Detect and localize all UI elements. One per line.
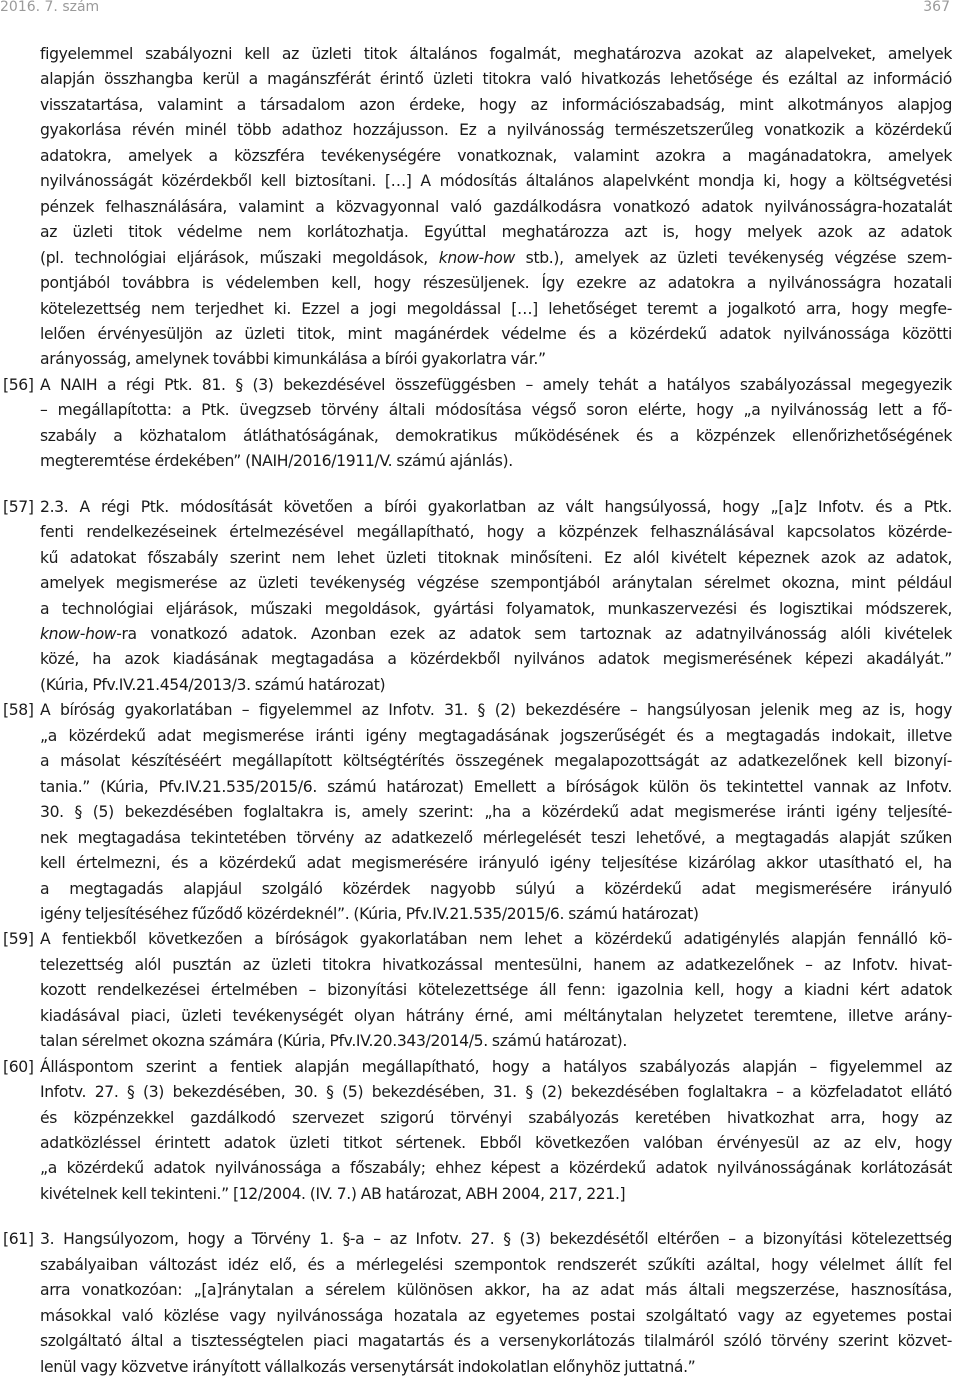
- text-line: Álláspontom szerint a fentiek alapján megállapítható, hogy a hatályos szabályozás alapján – figyelemmel az: [40, 1057, 952, 1076]
- text-line: szabály a közhatalom átláthatóságának, demokratikus működésének és a közpénzek ellenőrizhetőségének: [40, 426, 952, 445]
- text-line: (pl. technológiai eljárások, műszaki megoldások, know-how stb.), amelyek az üzleti tevékenység végzése szem-: [40, 248, 952, 267]
- text-line: a másolat készítéséért megállapított költségtérítés összegének megalapozottságát az adatkezelőnek kell bizonyí-: [40, 752, 952, 771]
- text-line: szolgáltató által a tisztességtelen piaci magatartás és a versenykorlátozás tilalmáról szóló törvény szerint közvet-: [40, 1332, 952, 1351]
- paragraph-58: [0, 698, 960, 927]
- text-line: és közpénzekkel gazdálkodó szervezet szigorú törvényi szabályozás keretében hivatkozhat arra, hogy az: [40, 1108, 952, 1127]
- paragraph-number: [61]: [3, 1230, 34, 1249]
- text-line: figyelemmel szabályozni kell az üzleti titok általános fogalmát, meghatározva azokat az alapelveket, amelyek: [40, 45, 952, 63]
- text-line: kell értelmezni, és a közérdekű adat megismerésére irányuló igény teljesítése kizárólag akkor utasítható el, ha: [40, 854, 952, 873]
- text-line: megteremtése érdekében” (NAIH/2016/1911/V. számú ajánlás).: [40, 452, 513, 471]
- paragraph-number: [59]: [3, 930, 34, 949]
- paragraph-57: [0, 495, 960, 699]
- text-line: a technológiai eljárások, műszaki megoldások, gyártási folyamatok, munkaszervezési és logisztikai módszerek,: [40, 599, 952, 618]
- text-line: adatközléssel érintett adatok üzleti titkot sértenek. Ebből következően valóban érvényesül az az elv, hogy: [40, 1134, 952, 1153]
- text-line: 30. § (5) bekezdésében foglaltakra is, amely szerint: „ha a közérdekű adat megismerése iránti igény teljesíté-: [40, 803, 952, 822]
- text-line: telezettség alól pusztán az üzleti titokra hivatkozással mentesülni, hanem az adatkezelőnek – az Infotv. hivat-: [40, 955, 952, 974]
- text-line: know-how-ra vonatkozó adatok. Azonban ezek az adatok sem tartoznak az adatnyilvánosság alóli kivételek: [40, 624, 952, 643]
- paragraph-number: [56]: [3, 375, 34, 394]
- page-header: [0, 0, 960, 20]
- text-line: a megtagadás alapjául szolgáló közérdek nagyobb súlyú a közérdekű adat megismerésére irányuló: [40, 879, 952, 898]
- text-line: igény teljesítéséhez fűződő közérdeknél”. (Kúria, Pfv.IV.21.535/2015/6. számú határozat): [40, 904, 699, 923]
- text-line: A NAIH a régi Ptk. 81. § (3) bekezdésével összefüggésben – amely tehát a hatályos szabályozással megegyezik: [40, 375, 952, 394]
- text-line: 2.3. A régi Ptk. módosítását követően a bírói gyakorlatban az vált hangsúlyossá, hogy „[a]z Infotv. és a Ptk.: [40, 497, 952, 516]
- text-line: lenül vagy közvetve irányított vállalkozás versenytársát indokolatlan előnyhöz juttatná.”: [40, 1357, 696, 1376]
- text-line: kötelezettség nem terjedhet ki. Ezzel a jogi megoldással […] lehetőséget teremt a jogalkotó arra, hogy megfe-: [40, 299, 952, 318]
- text-line: Infotv. 27. § (3) bekezdésében, 30. § (5) bekezdésében, 31. § (2) bekezdésében foglaltakra – a közfeladatot ellátó: [40, 1083, 952, 1102]
- text-line: kű adatokat főszabály szerint nem lehet üzleti titoknak minősíteni. Ez alól kivételt képeznek azok az adatok,: [40, 548, 952, 567]
- paragraph-number: [58]: [3, 701, 34, 720]
- text-line: nek megtagadása tekintetében törvény az adatkezelő mérlegelését teszi lehetővé, a megtagadás alapját szűken: [40, 828, 952, 847]
- text-line: alapján összhangba kerül a magánszférát érintő üzleti titokra való hivatkozás lehetősége és ezáltal az információ: [40, 70, 952, 89]
- text-line: amelyek megismerése az üzleti tevékenység végzése szempontjából aránytalan sérelmet okozna, mint például: [40, 574, 952, 593]
- text-line: nyilvánosságát közérdekből kell biztosítani. […] A módosítás általános alapelvként mondja ki, hogy a költségvetési: [40, 172, 952, 191]
- text-line: lelően érvényesüljön az üzleti titok, mint magánérdek védelme és a közérdekű adatok nyilvánossága közötti: [40, 324, 952, 343]
- paragraph-60: [0, 1055, 960, 1208]
- text-line: másokkal való közlése vagy nyilvánossága hozatala az egyetemes postai szolgáltató vagy az egyetemes postai: [40, 1306, 952, 1325]
- text-line: talan sérelmet okozna számára (Kúria, Pfv.IV.20.343/2014/5. számú határozat).: [40, 1032, 627, 1051]
- text-line: pénzek felhasználására, valamint a közvagyonnal való gazdálkodásra vonatkozó adatok nyilvánosságra-hozatalát: [40, 197, 952, 216]
- document-body: [0, 42, 960, 1380]
- text-line: kiadásával piaci, üzleti tevékenységét olyan hátrány érné, ami méltánytalan helyzetet teremtene, illetve arány-: [40, 1006, 952, 1025]
- text-line: gyakorlása révén minél több adathoz hozzájusson. Ez a nyilvánosság természetszerűleg vonatkozik a közérdekű: [40, 121, 952, 140]
- text-line: „a közérdekű adatok nyilvánossága a főszabály; ehhez képest a közérdekű adatok nyilvánosságának korlátozását: [40, 1159, 952, 1178]
- text-line: pontjából továbbra is védelemben kell, hogy részesüljenek. Így ezekre az adatokra a nyilvánosságra hozatali: [40, 274, 952, 293]
- text-line: A fentiekből következően a bíróságok gyakorlatában nem lehet a közérdekű adatigénylés alapján fennálló kö-: [40, 930, 952, 949]
- paragraph-61: [0, 1227, 960, 1380]
- text-line: A bíróság gyakorlatában – figyelemmel az Infotv. 31. § (2) bekezdésére – hangsúlyosan jelenik meg az is, hogy: [40, 701, 952, 720]
- text-line: (Kúria, Pfv.IV.21.454/2013/3. számú határozat): [40, 675, 386, 694]
- text-line: visszatartása, valamint a társadalom azon érdeke, hogy az információszabadság, mint alkotmányos alapjog: [40, 95, 952, 114]
- text-line: arányosság, amelynek további kimunkálása a bírói gyakorlatra vár.”: [40, 350, 546, 369]
- text-line: – megállapította: a Ptk. üvegzseb törvény általi módosítása végső soron elérte, hogy „a nyilvánosság lett a fő-: [40, 401, 952, 420]
- paragraph-number: [60]: [3, 1057, 34, 1076]
- text-line: „a közérdekű adat megismerése iránti igény megtagadásának jogszerűségét és a megtagadás indokait, illetve: [40, 726, 952, 745]
- text-line: az üzleti titok védelme nem korlátozhatja. Egyúttal meghatározza azt is, hogy melyek azok az adatok: [40, 223, 952, 242]
- text-line: adatokra, amelyek a közszféra tevékenységére vonatkoznak, valamint azokra a magánadatokra, amelyek: [40, 146, 952, 165]
- issue-label: 2016. 7. szám: [0, 0, 100, 15]
- text-line: kivételnek kell tekinteni.” [12/2004. (IV. 7.) AB határozat, ABH 2004, 217, 221.]: [40, 1184, 626, 1203]
- text-line: 3. Hangsúlyozom, hogy a Törvény 1. §-a – az Infotv. 27. § (3) bekezdésétől eltérően – a bizonyítási kötelezettség: [40, 1230, 952, 1249]
- italic-term: know-how: [438, 248, 515, 267]
- text-line: arra vonatkozóan: „[a]ránytalan a sérelem különösen akkor, ha az adat más általi megszerzése, hasznosítása,: [40, 1281, 952, 1300]
- paragraph-number: [57]: [3, 497, 34, 516]
- text-line: fenti rendelkezéseinek értelmezésével megállapítható, hogy a közpénzek felhasználásával kapcsolatos közérde-: [40, 523, 952, 542]
- paragraph-56: [0, 373, 960, 475]
- paragraph-59: [0, 927, 960, 1054]
- page-number: 367: [923, 0, 950, 15]
- text-line: kozott rendelkezései értelmében – bizonyítási kötelezettsége áll fenn: igazolnia kell, hogy a kiadni kért adatok: [40, 981, 952, 1000]
- intro-paragraph: [0, 42, 960, 373]
- text-line: tania.” (Kúria, Pfv.IV.21.535/2015/6. számú határozat) Emellett a bíróságok külön ös tekintettel vannak az Infotv.: [40, 777, 952, 796]
- italic-term: know-how: [40, 624, 117, 643]
- text-line: szabályaiban változást idéz elő, és a mérlegelési szempontok rendszerét szűkíti azáltal, hogy vélelmet állít fel: [40, 1255, 952, 1274]
- text-line: közé, ha azok kiadásának megtagadása a közérdekből nyilvános adatok megismerésének képezi akadályát.”: [40, 650, 952, 669]
